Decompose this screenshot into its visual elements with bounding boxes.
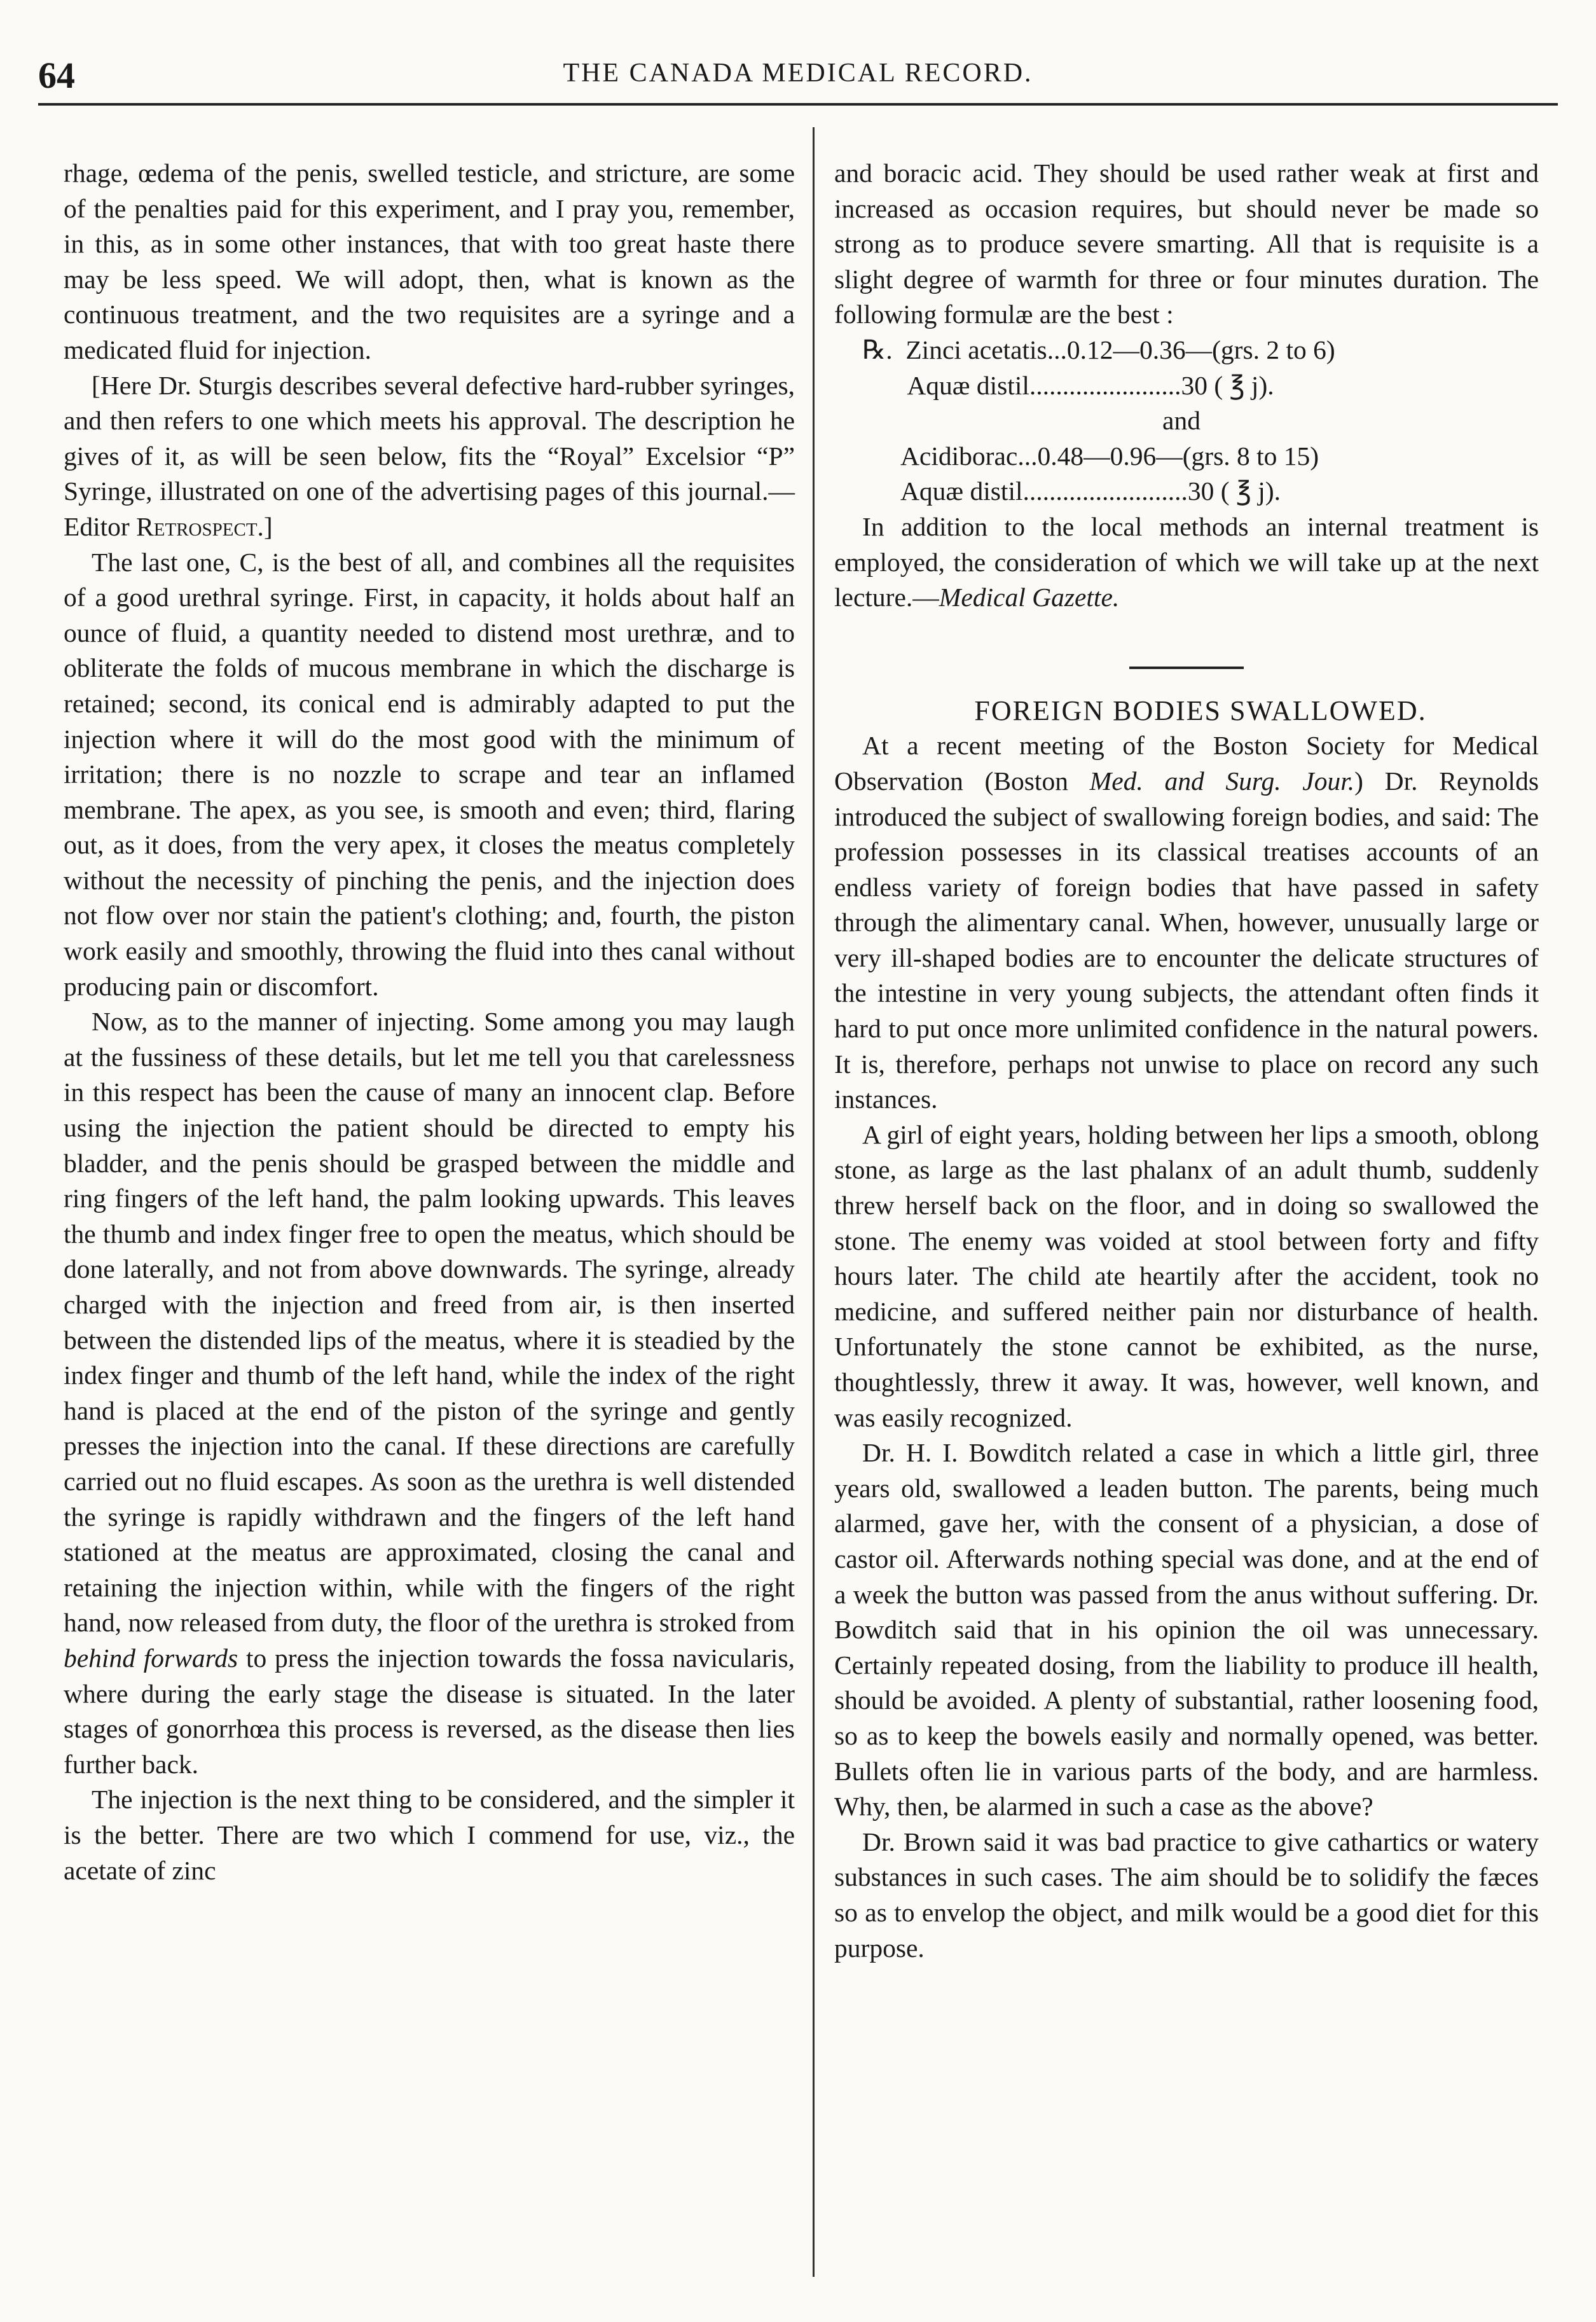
editor-note: [Here Dr. Sturgis describes several defective hard-rubber syringes, and then refers to one which meets his approval. The description he gives of it, as will be seen below, fits the “Royal” Excelsior “P” Syringe, illustrated on one of the advertising pages of this journal.—Editor Retrospect.] [64, 370, 795, 541]
right-column [834, 156, 1539, 1966]
formula-line: Aquæ distil.......................30 ( ℥ j). [862, 370, 1274, 400]
prescription-formula [834, 333, 1539, 509]
formula-line [834, 403, 1539, 439]
header-rule [38, 103, 1558, 106]
formula-line: Acidiborac...0.48—0.96—(grs. 8 to 15) [862, 441, 1319, 471]
formula-line: ℞. Zinci acetatis...0.12—0.36—(grs. 2 to 6) [862, 335, 1335, 364]
formula-and: and [1162, 406, 1200, 436]
paragraph: Now, as to the manner of injecting. Some among you may laugh at the fussiness of these details, but let me tell you that carelessness in this respect has been the cause of many an innocent clap. Before using the injection the patient should be directed to empty his bladder, and the penis should be grasped between the middle and ring fingers of the left hand, the palm looking upwards. This leaves the thumb and index finger free to open the meatus, which should be done laterally, and not from above downwards. The syringe, already charged with the injection and freed from air, is then inserted between the distended lips of the meatus, where it is steadied by the index finger and thumb of the left hand, while the index of the right hand is placed at the end of the piston of the syringe and gently presses the injection into the canal. If these directions are carefully carried out no fluid escapes. As soon as the urethra is well distended the syringe is rapidly withdrawn and the fingers of the left hand stationed at the meatus are approximated, closing the canal and retaining the injection within, while with the fingers of the right hand, now released from duty, the floor of the urethra is stroked from behind forwards to press the injection towards the fossa navicularis, where during the early stage the disease is situated. In the later stages of gonorrhœa this process is reversed, as the disease then lies further back. [64, 1007, 795, 1779]
column-divider [813, 127, 815, 2277]
left-column [64, 156, 795, 1888]
editor-note-source: Retrospect [136, 511, 258, 541]
section-rule [1129, 667, 1244, 669]
journal-title: THE CANADA MEDICAL RECORD. [563, 59, 1033, 88]
paragraph: A girl of eight years, holding between her lips a smooth, oblong stone, as large as the last phalanx of an adult thumb, suddenly threw herself back on the floor, and in doing so swallowed the stone. The enemy was voided at stool between forty and fifty hours later. The child ate heartily after the accident, took no medicine, and suffered neither pain nor disturbance of health. Unfortunately the stone cannot be exhibited, as the nurse, thoughtlessly, threw it away. It was, however, well known, and was easily recognized. [834, 1119, 1539, 1432]
paragraph: Dr. Brown said it was bad practice to give cathartics or watery substances in such cases. The aim should be to solidify the fæces so as to envelop the object, and milk would be a good diet for this purpose. [834, 1827, 1539, 1963]
section-title: FOREIGN BODIES SWALLOWED. [974, 695, 1427, 726]
paragraph: and boracic acid. They should be used rather weak at first and increased as occasion requires, but should never be made so strong as to produce severe smarting. All that is requisite is a slight degree of warmth for three or four minutes duration. The following formulæ are the best : [834, 158, 1539, 329]
paragraph: At a recent meeting of the Boston Society for Medical Observation (Boston Med. and Surg. Jour.) Dr. Reynolds introduced the subject of swallowing foreign bodies, and said: The profession possesses in its classical treatises accounts of an endless variety of foreign bodies that have passed in safety through the alimentary canal. When, however, unusually large or very ill-shaped bodies are to encounter the delicate structures of the intestine in very young subjects, the attendant often finds it hard to put once more unlimited confidence in the natural powers. It is, therefore, perhaps not unwise to place on record any such instances. [834, 731, 1539, 1114]
paragraph: The last one, C, is the best of all, and combines all the requisites of a good urethral syringe. First, in capacity, it holds about half an ounce of fluid, a quantity needed to distend most urethræ, and to obliterate the folds of mucous membrane in which the discharge is retained; second, its conical end is admirably adapted to put the injection where it will do the most good with the minimum of irritation; there is no nozzle to scrape and tear an inflamed membrane. The apex, as you see, is smooth and even; third, flaring out, as it does, from the very apex, it closes the meatus completely without the necessity of pinching the penis, and the injection does not flow over nor stain the patient's clothing; and, fourth, the piston work easily and smoothly, throwing the fluid into thes canal without producing pain or discomfort. [64, 547, 795, 1001]
paragraph: The injection is the next thing to be considered, and the simpler it is the better. There are two which I commend for use, viz., the acetate of zinc [64, 1785, 795, 1885]
paragraph: In addition to the local methods an internal treatment is employed, the consideration of which we will take up at the next lecture.—Medical Gazette. [834, 511, 1539, 612]
formula-line: Aquæ distil.........................30 ( ℥ j). [862, 476, 1281, 506]
paragraph: rhage, œdema of the penis, swelled testicle, and stricture, are some of the penalties paid for this experiment, and I pray you, remember, in this, as in some other instances, that with too great haste there may be less speed. We will adopt, then, what is known as the continuous treatment, and the two requisites are a syringe and a medicated fluid for injection. [64, 158, 795, 364]
page-number: 64 [38, 55, 75, 96]
citation: Medical Gazette. [939, 583, 1120, 612]
page-header [38, 54, 1558, 99]
paragraph: Dr. H. I. Bowditch related a case in which a little girl, three years old, swallowed a leaden button. The parents, being much alarmed, gave her, with the consent of a physician, a dose of castor oil. Afterwards nothing special was done, and at the end of a week the button was passed from the anus without suffering. Dr. Bowditch said that in his opinion the oil was unnecessary. Certainly repeated dosing, from the liability to produce ill health, should be avoided. A plenty of substantial, rather loosening food, so as to keep the bowels easily and normally opened, was better. Bullets often lie in various parts of the body, and are harmless. Why, then, be alarmed in such a case as the above? [834, 1438, 1539, 1821]
